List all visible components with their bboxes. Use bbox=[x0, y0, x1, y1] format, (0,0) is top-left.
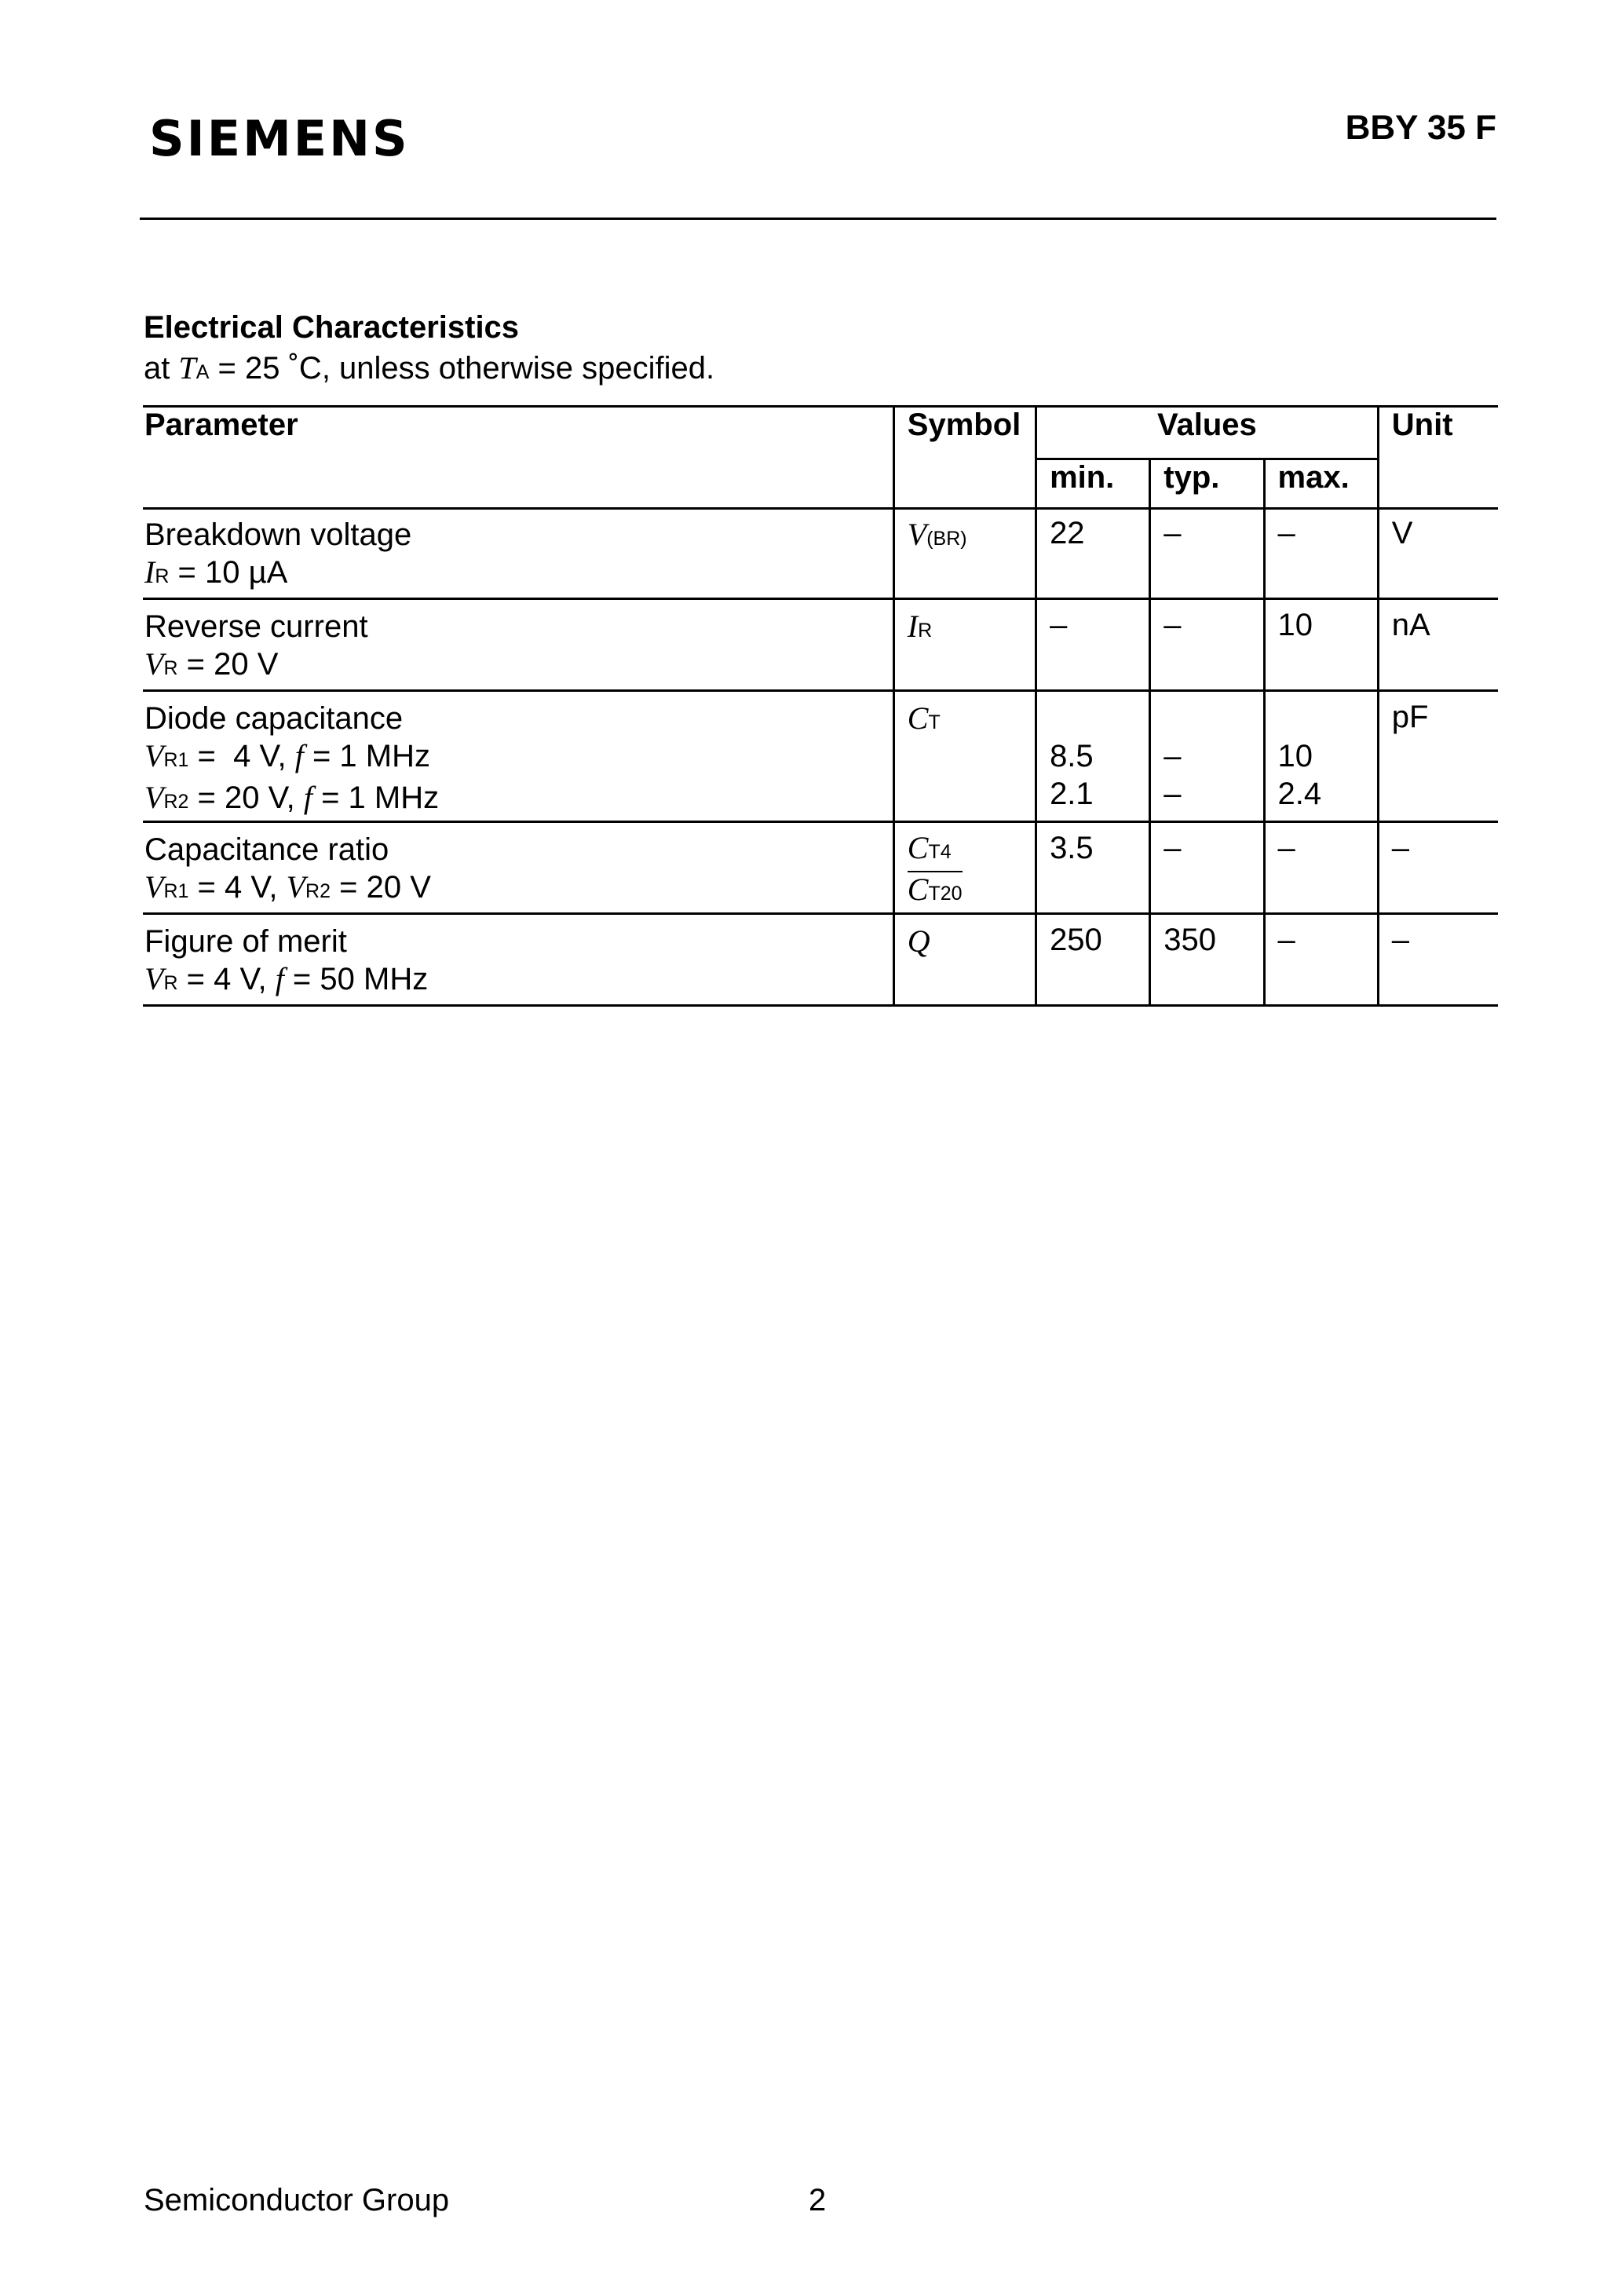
section-title: Electrical Characteristics bbox=[144, 310, 520, 345]
unit-cell: – bbox=[1378, 914, 1498, 1006]
table-header-row bbox=[143, 407, 1498, 459]
param-condition: VR = 4 V, f = 50 MHz bbox=[144, 961, 429, 996]
param-condition: VR1 = 4 V, f = 1 MHz bbox=[144, 738, 430, 773]
max-cell: – bbox=[1264, 822, 1378, 914]
header-typ: typ. bbox=[1150, 459, 1264, 509]
conditions-suffix: = 25 ˚C, unless otherwise specified. bbox=[209, 351, 715, 386]
max-cell: 10 2.4 bbox=[1264, 691, 1378, 822]
electrical-characteristics-table bbox=[143, 405, 1498, 1007]
table-row bbox=[143, 914, 1498, 1006]
param-name: Diode capacitance bbox=[144, 701, 404, 736]
unit-cell: pF bbox=[1378, 691, 1498, 822]
header-unit: Unit bbox=[1378, 407, 1498, 509]
header-min: min. bbox=[1036, 459, 1150, 509]
symbol-cell: V(BR) bbox=[893, 509, 1036, 599]
symbol-cell: Q bbox=[893, 914, 1036, 1006]
min-cell: 3.5 bbox=[1036, 822, 1150, 914]
header-symbol: Symbol bbox=[893, 407, 1036, 509]
param-name: Reverse current bbox=[144, 609, 368, 644]
param-condition: VR = 20 V bbox=[144, 646, 279, 682]
part-number: BBY 35 F bbox=[1345, 108, 1496, 147]
max-cell: – bbox=[1264, 509, 1378, 599]
param-cell bbox=[143, 691, 893, 822]
footer-group: Semiconductor Group bbox=[144, 2183, 450, 2217]
header-max: max. bbox=[1264, 459, 1378, 509]
unit-cell: nA bbox=[1378, 599, 1498, 691]
temperature-subscript: A bbox=[195, 361, 210, 383]
symbol-cell bbox=[893, 822, 1036, 914]
param-cell bbox=[143, 914, 893, 1006]
siemens-logo: SIEMENS bbox=[149, 110, 410, 167]
table-row bbox=[143, 509, 1498, 599]
max-cell: – bbox=[1264, 914, 1378, 1006]
header-values: Values bbox=[1036, 407, 1379, 459]
header-parameter: Parameter bbox=[143, 407, 893, 509]
header-divider bbox=[140, 218, 1496, 220]
param-cell bbox=[143, 599, 893, 691]
param-cell bbox=[143, 509, 893, 599]
param-cell bbox=[143, 822, 893, 914]
conditions-prefix: at bbox=[144, 351, 179, 386]
table-row bbox=[143, 691, 1498, 822]
typ-cell: – bbox=[1150, 509, 1264, 599]
page-number: 2 bbox=[809, 2183, 827, 2217]
typ-cell: – bbox=[1150, 822, 1264, 914]
table-row bbox=[143, 599, 1498, 691]
param-name: Breakdown voltage bbox=[144, 517, 412, 552]
unit-cell: V bbox=[1378, 509, 1498, 599]
max-cell: 10 bbox=[1264, 599, 1378, 691]
typ-cell: – bbox=[1150, 599, 1264, 691]
param-name: Figure of merit bbox=[144, 924, 347, 959]
min-cell: 8.5 2.1 bbox=[1036, 691, 1150, 822]
capacitance-ratio-fraction: $\frac{CT4}{CT20}$ bbox=[907, 830, 963, 907]
temperature-symbol: T bbox=[178, 350, 196, 386]
param-condition: IR = 10 µA bbox=[144, 554, 288, 590]
param-name: Capacitance ratio bbox=[144, 832, 389, 867]
section-conditions bbox=[144, 349, 714, 386]
min-cell: 250 bbox=[1036, 914, 1150, 1006]
min-cell: – bbox=[1036, 599, 1150, 691]
min-cell: 22 bbox=[1036, 509, 1150, 599]
param-condition: VR1 = 4 V, VR2 = 20 V bbox=[144, 869, 431, 905]
typ-cell: 350 bbox=[1150, 914, 1264, 1006]
param-condition: VR2 = 20 V, f = 1 MHz bbox=[144, 780, 440, 815]
unit-cell: – bbox=[1378, 822, 1498, 914]
symbol-cell: CT bbox=[893, 691, 1036, 822]
table-row bbox=[143, 822, 1498, 914]
typ-cell: – – bbox=[1150, 691, 1264, 822]
symbol-cell: IR bbox=[893, 599, 1036, 691]
